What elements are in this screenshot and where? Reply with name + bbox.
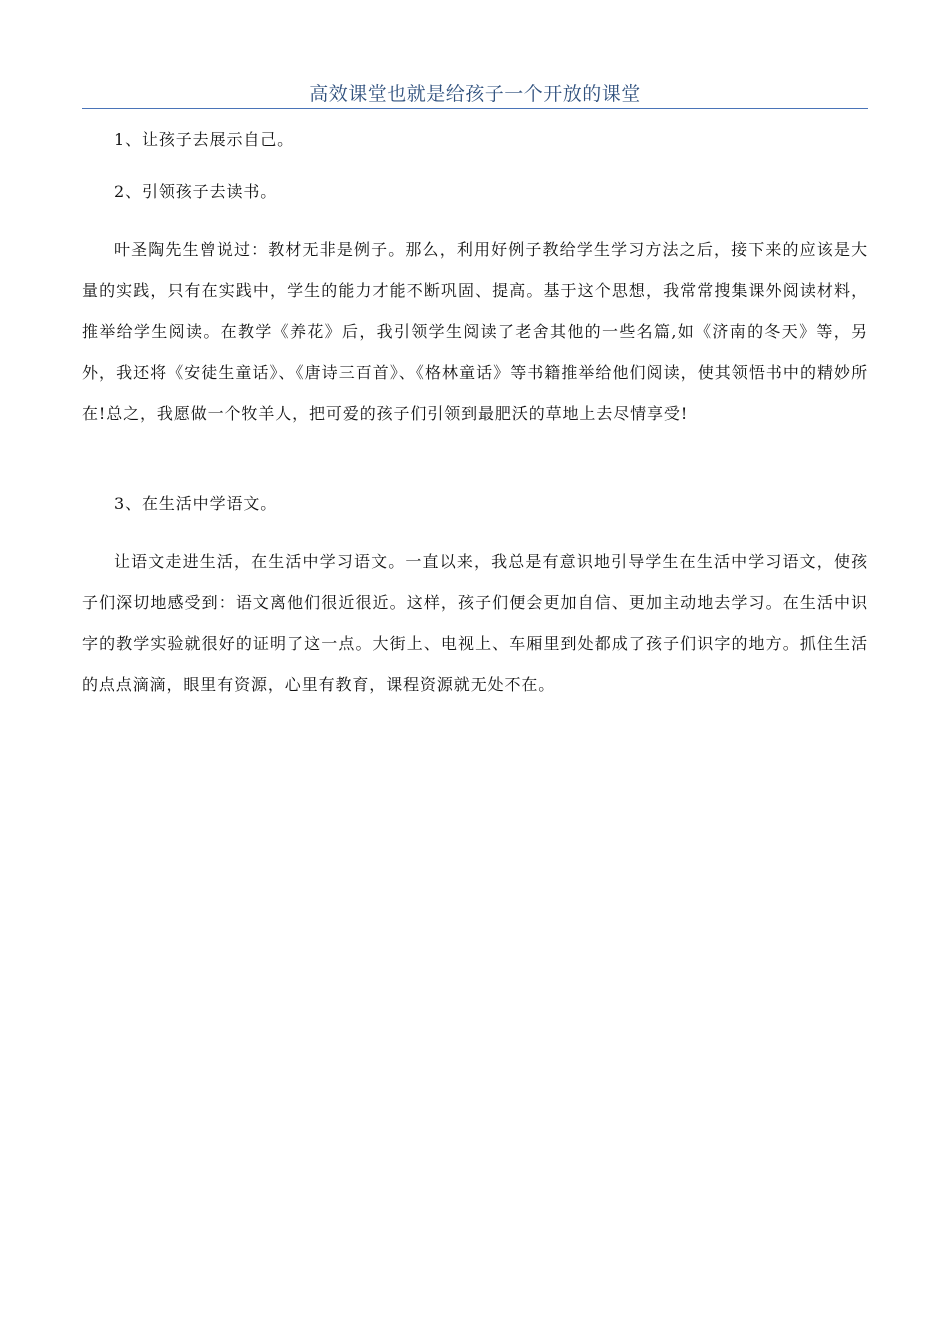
paragraph-life-language: 让语文走进生活，在生活中学习语文。一直以来，我总是有意识地引导学生在生活中学习语文，使孩子们深切地感受到：语文离他们很近很近。这样，孩子们便会更加自信、更加主动地去学习。在生活中识字的教学实验就很好的证明了这一点。大街上、电视上、车厢里到处都成了孩子们识字的地方。抓住生活的点点滴滴，眼里有资源，心里有教育，课程资源就无处不在。	[82, 552, 868, 694]
page-header-title: 高效课堂也就是给孩子一个开放的课堂	[309, 83, 641, 105]
paragraph-item-1: 1、让孩子去展示自己。	[114, 130, 295, 149]
paragraph-item-3: 3、在生活中学语文。	[114, 494, 278, 513]
header-divider	[82, 108, 868, 109]
paragraph-item-2: 2、引领孩子去读书。	[114, 182, 278, 201]
paragraph-reading-guidance: 叶圣陶先生曾说过：教材无非是例子。那么，利用好例子教给学生学习方法之后，接下来的应该是大量的实践，只有在实践中，学生的能力才能不断巩固、提高。基于这个思想，我常常搜集课外阅读材料，推举给学生阅读。在教学《养花》后，我引领学生阅读了老舍其他的一些名篇,如《济南的冬天》等，另外，我还将《安徒生童话》、《唐诗三百首》、《格林童话》等书籍推举给他们阅读，使其领悟书中的精妙所在!总之，我愿做一个牧羊人，把可爱的孩子们引领到最肥沃的草地上去尽情享受!	[82, 240, 868, 423]
